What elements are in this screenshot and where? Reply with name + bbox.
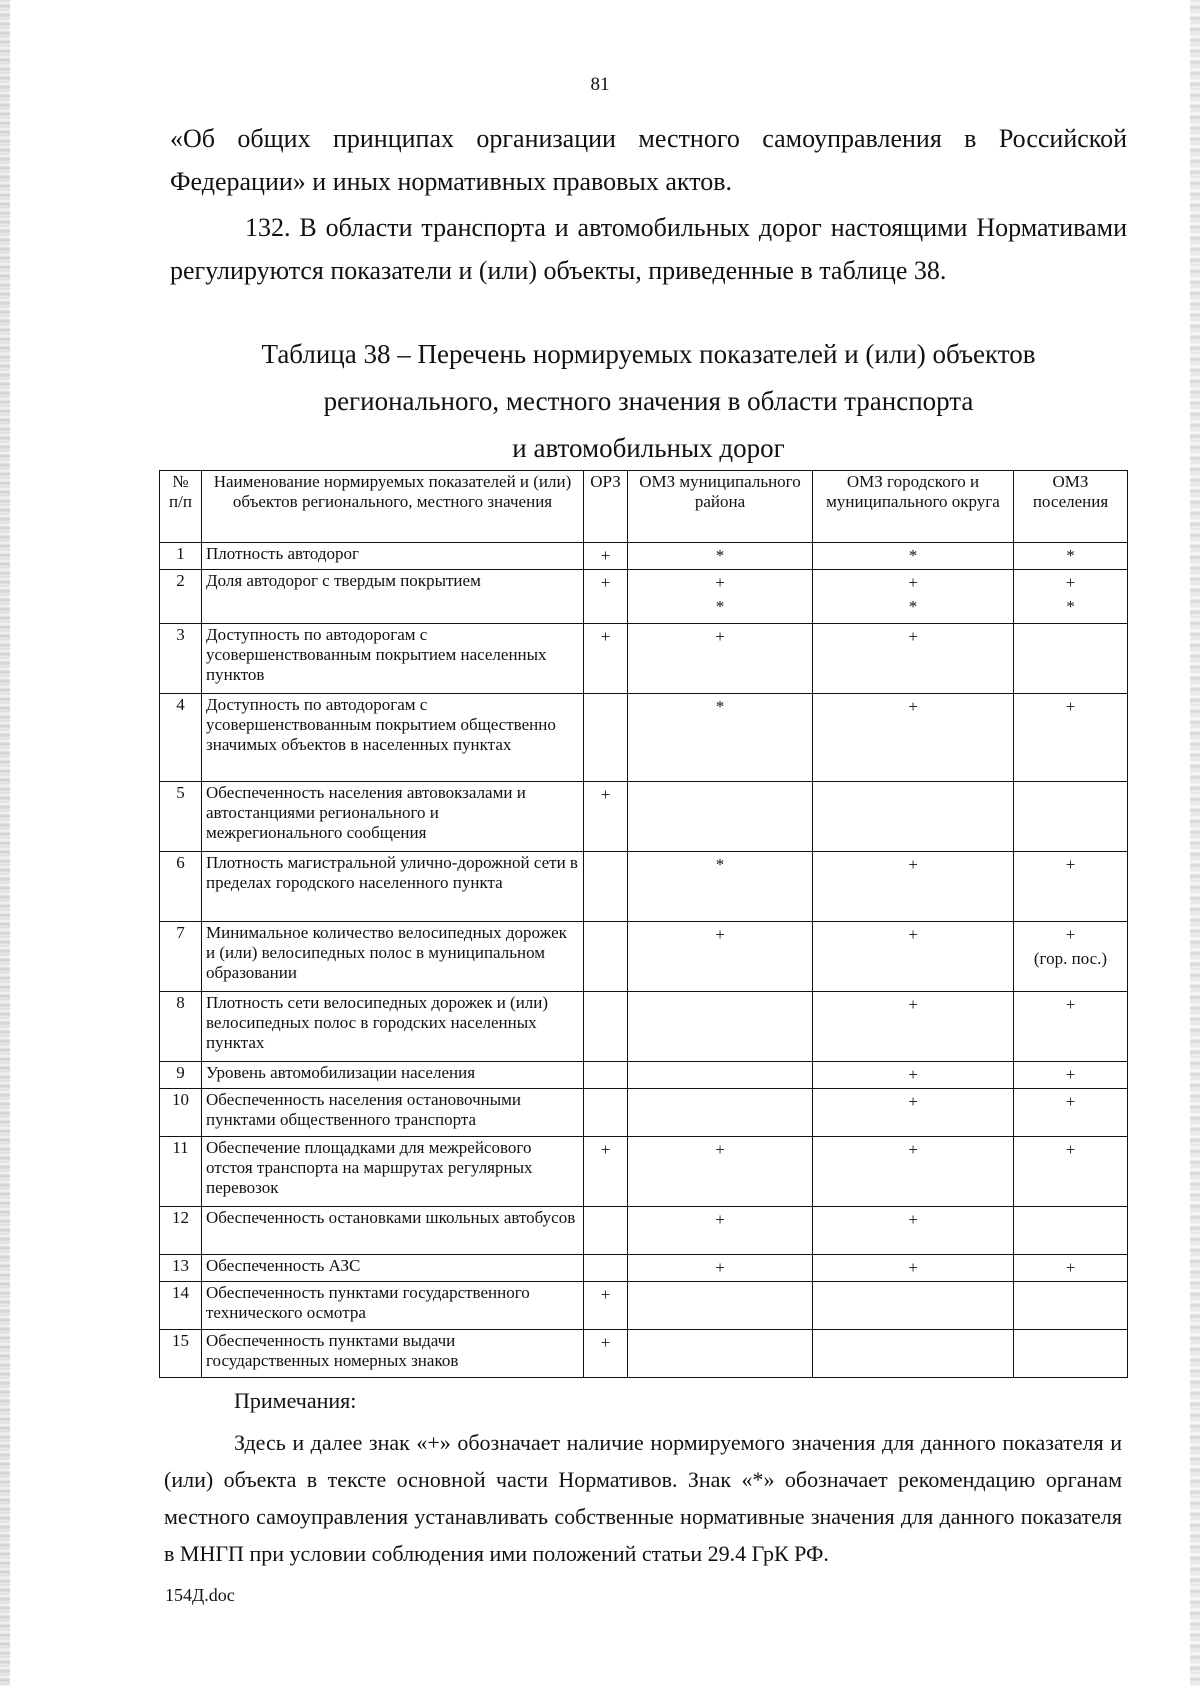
cell-omz-city-okrug: + bbox=[813, 1207, 1014, 1255]
cell-omz-district: + * bbox=[628, 570, 813, 624]
cell-number: 14 bbox=[160, 1282, 202, 1330]
cell-omz-settlement: + bbox=[1014, 1089, 1128, 1137]
table-caption-line-3: и автомобильных дорог bbox=[512, 433, 785, 463]
cell-omz-settlement bbox=[1014, 1330, 1128, 1378]
cell-name: Плотность автодорог bbox=[202, 543, 584, 570]
cell-omz-district bbox=[628, 992, 813, 1062]
table-row bbox=[160, 694, 1128, 782]
scan-edge-right bbox=[1190, 0, 1200, 1686]
cell-orz: + bbox=[584, 543, 628, 570]
cell-omz-city-okrug: + bbox=[813, 992, 1014, 1062]
cell-name: Уровень автомобилизации населения bbox=[202, 1062, 584, 1089]
cell-omz-city-okrug: + bbox=[813, 1255, 1014, 1282]
cell-omz-city-okrug bbox=[813, 1330, 1014, 1378]
cell-orz: + bbox=[584, 782, 628, 852]
table-body bbox=[160, 543, 1128, 1378]
page-number: 81 bbox=[590, 74, 610, 95]
cell-name: Доступность по автодорогам с усовершенствованным покрытием населенных пунктов bbox=[202, 624, 584, 694]
header-orz: ОРЗ bbox=[584, 471, 628, 543]
cell-name: Обеспечение площадками для межрейсового отстоя транспорта на маршрутах регулярных перевозок bbox=[202, 1137, 584, 1207]
cell-omz-settlement bbox=[1014, 624, 1128, 694]
cell-name: Доля автодорог с твердым покрытием bbox=[202, 570, 584, 624]
cell-omz-district: + bbox=[628, 1255, 813, 1282]
notes-title: Примечания: bbox=[234, 1388, 357, 1413]
cell-omz-settlement bbox=[1014, 1207, 1128, 1255]
cell-omz-city-okrug: + bbox=[813, 1062, 1014, 1089]
cell-number: 10 bbox=[160, 1089, 202, 1137]
table-row bbox=[160, 1062, 1128, 1089]
cell-number: 3 bbox=[160, 624, 202, 694]
cell-omz-district: * bbox=[628, 694, 813, 782]
cell-name: Доступность по автодорогам с усовершенствованным покрытием общественно значимых объектов в населенных пунктах bbox=[202, 694, 584, 782]
cell-omz-city-okrug: + bbox=[813, 694, 1014, 782]
cell-name: Обеспеченность пунктами государственного технического осмотра bbox=[202, 1282, 584, 1330]
cell-orz bbox=[584, 852, 628, 922]
cell-omz-district bbox=[628, 1089, 813, 1137]
cell-omz-settlement bbox=[1014, 782, 1128, 852]
cell-omz-settlement: + bbox=[1014, 852, 1128, 922]
header-omz-city-okrug: ОМЗ городского и муниципального округа bbox=[813, 471, 1014, 543]
cell-omz-city-okrug: + bbox=[813, 1137, 1014, 1207]
cell-omz-settlement bbox=[1014, 1282, 1128, 1330]
table-row bbox=[160, 1207, 1128, 1255]
cell-orz bbox=[584, 694, 628, 782]
cell-omz-district: + bbox=[628, 1207, 813, 1255]
table-row bbox=[160, 543, 1128, 570]
cell-orz: + bbox=[584, 570, 628, 624]
cell-orz: + bbox=[584, 624, 628, 694]
cell-name: Обеспеченность населения автовокзалами и автостанциями регионального и межрегионального сообщения bbox=[202, 782, 584, 852]
cell-orz: + bbox=[584, 1137, 628, 1207]
header-number: № п/п bbox=[160, 471, 202, 543]
cell-orz bbox=[584, 1089, 628, 1137]
cell-orz bbox=[584, 922, 628, 992]
cell-orz: + bbox=[584, 1330, 628, 1378]
cell-omz-city-okrug: + bbox=[813, 852, 1014, 922]
table-row bbox=[160, 1330, 1128, 1378]
cell-number: 6 bbox=[160, 852, 202, 922]
cell-name: Плотность сети велосипедных дорожек и (или) велосипедных полос в городских населенных пунктах bbox=[202, 992, 584, 1062]
cell-orz bbox=[584, 1062, 628, 1089]
cell-omz-settlement: + bbox=[1014, 992, 1128, 1062]
table-row bbox=[160, 992, 1128, 1062]
cell-omz-city-okrug: + bbox=[813, 624, 1014, 694]
cell-omz-city-okrug bbox=[813, 782, 1014, 852]
paragraph-132: 132. В области транспорта и автомобильных дорог настоящими Нормативами регулируются показатели и (или) объекты, приведенные в таблице 38. bbox=[170, 213, 1127, 285]
cell-omz-district bbox=[628, 782, 813, 852]
header-omz-district: ОМЗ муниципального района bbox=[628, 471, 813, 543]
cell-omz-city-okrug: * bbox=[813, 543, 1014, 570]
cell-omz-settlement: + bbox=[1014, 1062, 1128, 1089]
table-row bbox=[160, 922, 1128, 992]
cell-omz-settlement: * bbox=[1014, 543, 1128, 570]
cell-number: 12 bbox=[160, 1207, 202, 1255]
cell-omz-district: * bbox=[628, 543, 813, 570]
scan-edge-left bbox=[0, 0, 10, 1686]
cell-number: 4 bbox=[160, 694, 202, 782]
cell-number: 11 bbox=[160, 1137, 202, 1207]
table-caption bbox=[170, 331, 1127, 472]
table-row bbox=[160, 1255, 1128, 1282]
table-row bbox=[160, 570, 1128, 624]
cell-name: Обеспеченность АЗС bbox=[202, 1255, 584, 1282]
notes-text: Здесь и далее знак «+» обозначает наличие нормируемого значения для данного показателя и (или) объекта в тексте основной части Нормативов. Знак «*» обозначает рекомендацию органам местного самоуправления устанавливать собственные нормативные значения для данного показателя в МНГП при условии соблюдения ими положений статьи 29.4 ГрК РФ. bbox=[164, 1430, 1122, 1566]
table-row bbox=[160, 782, 1128, 852]
table-row bbox=[160, 1137, 1128, 1207]
cell-omz-district: + bbox=[628, 922, 813, 992]
cell-number: 7 bbox=[160, 922, 202, 992]
cell-number: 15 bbox=[160, 1330, 202, 1378]
table-row bbox=[160, 1282, 1128, 1330]
cell-omz-settlement: + bbox=[1014, 1137, 1128, 1207]
cell-name: Обеспеченность населения остановочными пунктами общественного транспорта bbox=[202, 1089, 584, 1137]
table-row bbox=[160, 852, 1128, 922]
cell-omz-settlement: + * bbox=[1014, 570, 1128, 624]
cell-omz-city-okrug bbox=[813, 1282, 1014, 1330]
cell-orz bbox=[584, 1255, 628, 1282]
cell-omz-district bbox=[628, 1062, 813, 1089]
cell-number: 9 bbox=[160, 1062, 202, 1089]
header-omz-settlement: ОМЗ поселения bbox=[1014, 471, 1128, 543]
cell-omz-city-okrug: + * bbox=[813, 570, 1014, 624]
table-caption-line-2: регионального, местного значения в области транспорта bbox=[323, 386, 974, 416]
cell-omz-district bbox=[628, 1282, 813, 1330]
cell-orz bbox=[584, 992, 628, 1062]
cell-orz: + bbox=[584, 1282, 628, 1330]
cell-number: 13 bbox=[160, 1255, 202, 1282]
cell-omz-city-okrug: + bbox=[813, 1089, 1014, 1137]
cell-omz-district bbox=[628, 1330, 813, 1378]
cell-omz-settlement: + bbox=[1014, 694, 1128, 782]
table-row bbox=[160, 1089, 1128, 1137]
cell-omz-district: * bbox=[628, 852, 813, 922]
cell-name: Плотность магистральной улично-дорожной сети в пределах городского населенного пункта bbox=[202, 852, 584, 922]
table-row bbox=[160, 624, 1128, 694]
cell-number: 2 bbox=[160, 570, 202, 624]
table-caption-line-1: Таблица 38 – Перечень нормируемых показателей и (или) объектов bbox=[261, 339, 1036, 369]
cell-orz bbox=[584, 1207, 628, 1255]
cell-omz-settlement: + (гор. пос.) bbox=[1014, 922, 1128, 992]
table-header-row bbox=[160, 471, 1128, 543]
header-name: Наименование нормируемых показателей и (или) объектов регионального, местного значения bbox=[202, 471, 584, 543]
cell-omz-city-okrug: + bbox=[813, 922, 1014, 992]
cell-number: 8 bbox=[160, 992, 202, 1062]
cell-number: 5 bbox=[160, 782, 202, 852]
cell-number: 1 bbox=[160, 543, 202, 570]
paragraph-intro: «Об общих принципах организации местного самоуправления в Российской Федерации» и иных нормативных правовых актов. bbox=[170, 124, 1127, 196]
cell-omz-district: + bbox=[628, 624, 813, 694]
cell-name: Обеспеченность пунктами выдачи государственных номерных знаков bbox=[202, 1330, 584, 1378]
cell-name: Обеспеченность остановками школьных автобусов bbox=[202, 1207, 584, 1255]
cell-name: Минимальное количество велосипедных дорожек и (или) велосипедных полос в муниципальном образовании bbox=[202, 922, 584, 992]
cell-omz-settlement: + bbox=[1014, 1255, 1128, 1282]
cell-omz-district: + bbox=[628, 1137, 813, 1207]
norms-table bbox=[159, 470, 1128, 1378]
footer-file-name: 154Д.doc bbox=[165, 1585, 235, 1605]
